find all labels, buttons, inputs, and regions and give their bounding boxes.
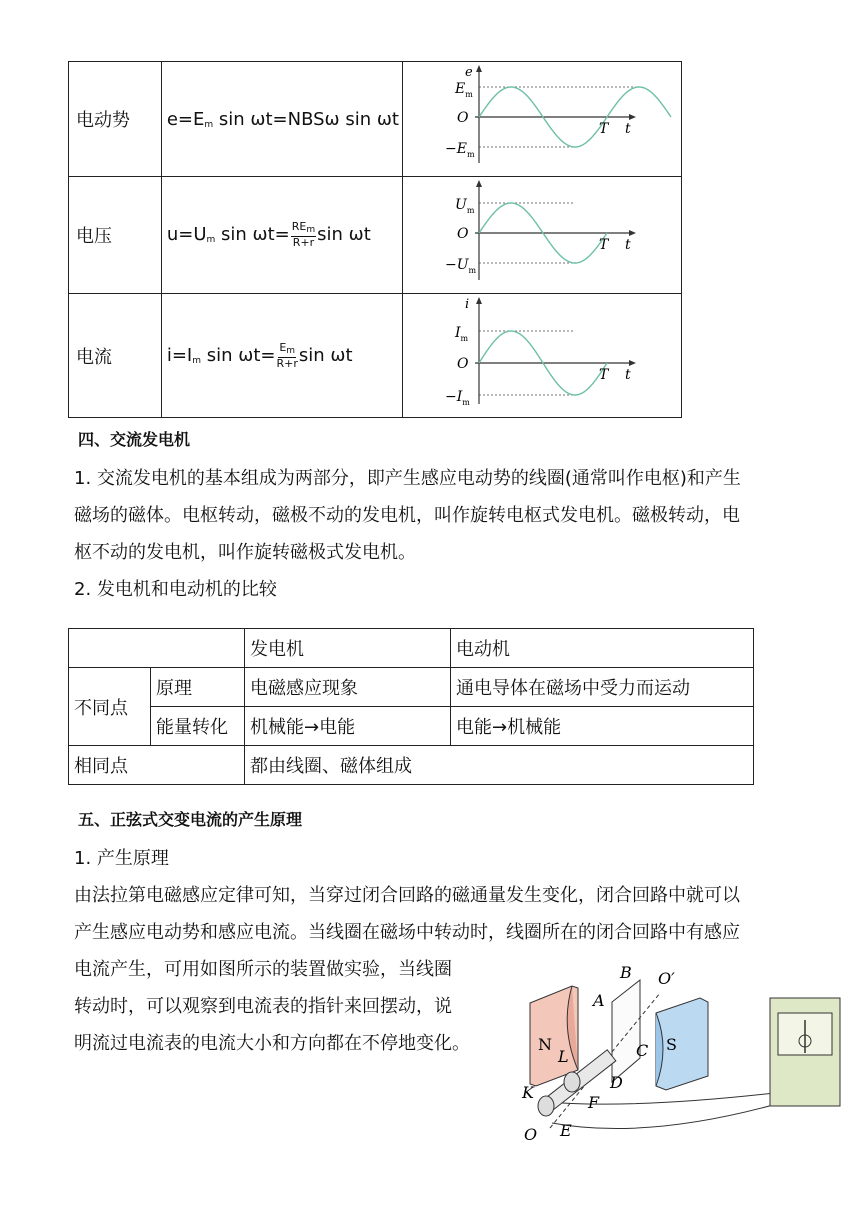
y-axis-label: e: [464, 65, 473, 80]
sine-graph-current: [403, 294, 681, 412]
x-axis-label: t: [624, 237, 631, 253]
y-axis-arrow: [476, 65, 482, 72]
table-row-voltage: [69, 177, 682, 294]
table-row-current: [69, 294, 682, 418]
label-a: A: [593, 991, 605, 1010]
x-axis-arrow: [629, 230, 636, 236]
text-line: 电流产生，可用如图所示的装置做实验，当线圈: [74, 959, 452, 980]
energy-label: 能量转化: [151, 707, 245, 746]
min-label: $-U_m$: [444, 257, 477, 275]
energy-generator: 机械能→电能: [245, 707, 451, 746]
min-label: $-I_m$: [444, 389, 470, 407]
graph-cell: [402, 177, 681, 294]
x-axis-label: t: [624, 121, 631, 137]
origin-label: O: [456, 110, 469, 126]
period-label: T: [598, 121, 609, 137]
section4-paragraph: [74, 460, 741, 608]
text-line: 1. 交流发电机的基本组成为两部分，即产生感应电动势的线圈(通常叫作电枢)和产生: [74, 468, 741, 489]
min-label: $-E_m$: [444, 141, 475, 159]
generator-figure: [500, 958, 845, 1148]
graph-cell: [402, 62, 681, 177]
table-row-same: [69, 746, 754, 785]
text-line: 枢不动的发电机，叫作旋转磁极式发电机。: [74, 542, 416, 563]
y-axis-arrow: [476, 180, 482, 187]
label-l: L: [558, 1047, 569, 1066]
text-line: 由法拉第电磁感应定律可知，当穿过闭合回路的磁通量发生变化，闭合回路中就可以: [74, 885, 740, 906]
row-name: 电压: [69, 177, 162, 294]
label-k: K: [522, 1083, 534, 1102]
same-value: 都由线圈、磁体组成: [245, 746, 754, 785]
label-b: B: [620, 963, 632, 982]
graph-cell: [402, 294, 681, 418]
energy-motor: 电能→机械能: [451, 707, 754, 746]
x-axis-arrow: [629, 114, 636, 120]
header-motor: 电动机: [451, 629, 754, 668]
sine-graph-emf: [403, 62, 681, 171]
label-s: S: [666, 1035, 677, 1054]
principle-generator: 电磁感应现象: [245, 668, 451, 707]
compare-table: [68, 628, 754, 785]
header-generator: 发电机: [245, 629, 451, 668]
subsection-title: 2. 发电机和电动机的比较: [74, 579, 277, 600]
y-axis-label: i: [464, 297, 470, 312]
x-axis-arrow: [629, 360, 636, 366]
label-o: O: [524, 1125, 538, 1144]
fraction: $\frac{RE_m}{R+r}$: [291, 220, 316, 249]
text-line: 磁场的磁体。电枢转动，磁极不动的发电机，叫作旋转电枢式发电机。磁极转动，电: [74, 505, 740, 526]
label-d: D: [610, 1073, 623, 1092]
principle-label: 原理: [151, 668, 245, 707]
section4-title: 四、交流发电机: [78, 430, 191, 449]
table-row-emf: [69, 62, 682, 177]
y-axis-arrow: [476, 297, 482, 304]
s-pole-magnet: [656, 998, 708, 1090]
table-row-principle: [69, 668, 754, 707]
section5-title: 五、正弦式交变电流的产生原理: [78, 810, 303, 829]
period-label: T: [598, 237, 609, 253]
origin-label: O: [456, 356, 469, 372]
slip-ring-l: [564, 1072, 580, 1092]
max-label: $I_m$: [454, 325, 469, 343]
subsection-title: 1. 产生原理: [74, 848, 169, 869]
origin-label: O: [456, 226, 469, 242]
text-line: 明流过电流表的电流大小和方向都在不停地变化。: [74, 1033, 470, 1054]
text-line: 转动时，可以观察到电流表的指针来回摆动，说: [74, 996, 452, 1017]
diff-label: 不同点: [69, 668, 151, 746]
row-name: 电流: [69, 294, 162, 418]
label-e: E: [560, 1121, 572, 1140]
max-label: $U_m$: [454, 197, 475, 215]
empty-cell: [69, 629, 245, 668]
row-name: 电动势: [69, 62, 162, 177]
principle-motor: 通电导体在磁场中受力而运动: [451, 668, 754, 707]
same-label: 相同点: [69, 746, 245, 785]
slip-ring-k: [538, 1096, 554, 1116]
x-axis-label: t: [624, 367, 631, 383]
label-f: F: [588, 1093, 600, 1112]
formula-table: [68, 61, 682, 418]
coil: [612, 980, 640, 1082]
text-line: 产生感应电动势和感应电流。当线圈在磁场中转动时，线圈所在的闭合回路中有感应: [74, 922, 740, 943]
table-row-energy: [69, 707, 754, 746]
label-c: C: [636, 1041, 649, 1060]
formula: $u=U_m$ sin ωt= $\frac{RE_m}{R+r}$ sin ωt: [161, 177, 402, 294]
formula: $i=I_m$ sin ωt= $\frac{E_m}{R+r}$ sin ωt: [161, 294, 402, 418]
label-o-prime: O′: [658, 969, 675, 988]
period-label: T: [598, 367, 609, 383]
fraction: $\frac{E_m}{R+r}$: [276, 340, 298, 370]
label-n: N: [538, 1035, 552, 1054]
formula: $e=E_m$ sin ωt=NBSω sin ωt: [161, 62, 402, 177]
table-row-header: [69, 629, 754, 668]
sine-graph-voltage: [403, 177, 681, 288]
max-label: $E_m$: [454, 81, 473, 99]
